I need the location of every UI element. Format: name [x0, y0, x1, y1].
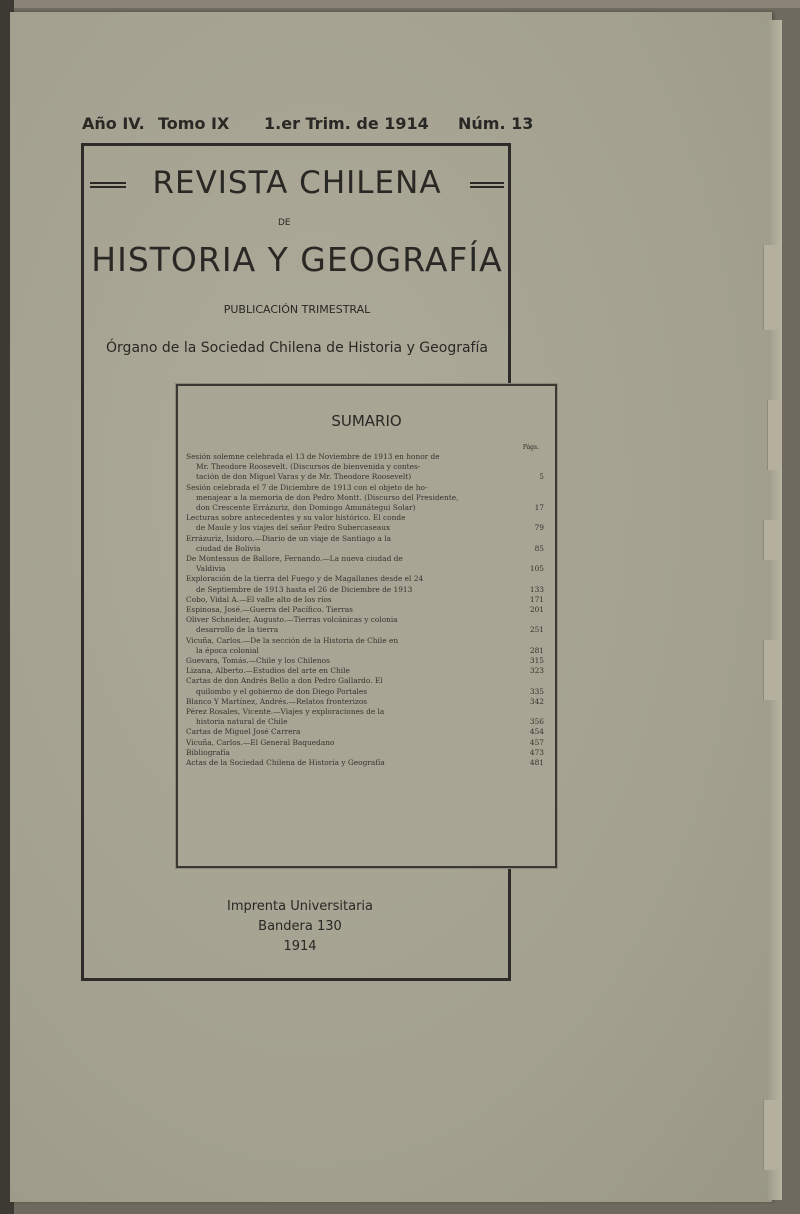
- toc-entry: [186, 727, 544, 737]
- toc-entry: [186, 534, 544, 554]
- toc-entry-page: 5: [539, 472, 544, 482]
- sumario-title: SUMARIO: [331, 412, 402, 430]
- title-de: DE: [278, 218, 291, 228]
- edge-tab: [763, 520, 778, 560]
- publication-year: 1914: [283, 939, 317, 954]
- printer-address: Bandera 130: [258, 919, 342, 934]
- toc-entry: [186, 595, 544, 605]
- journal-title: REVISTA CHILENA: [152, 165, 442, 201]
- toc-entry-page: 335: [529, 686, 544, 696]
- edge-tab: [763, 245, 778, 330]
- volume-year: Año IV.: [82, 114, 145, 133]
- toc-entry-continuation: de Septiembre de 1913 hasta el 26 de Diciembre de 1913: [196, 584, 413, 594]
- toc-entry-page: 481: [529, 758, 544, 768]
- toc-entry-title: Espinosa, José.—Guerra del Pacífico. Tierras: [186, 605, 353, 615]
- toc-entry-page: 133: [529, 584, 544, 594]
- page-edge: [768, 20, 782, 1200]
- toc-entry-title: Actas de la Sociedad Chilena de Historia y Geografía: [186, 758, 385, 768]
- toc-entry-continuation: menajear a la memoria de don Pedro Montt. (Discurso del Presidente,: [196, 492, 459, 502]
- toc-entry: [186, 656, 544, 666]
- edge-tab: [763, 640, 778, 700]
- publication-frequency: PUBLICACIÓN TRIMESTRAL: [223, 303, 371, 316]
- sumario-box: [176, 384, 557, 868]
- toc-entry: [186, 605, 544, 615]
- trimester: 1.er Trim. de 1914: [264, 114, 429, 133]
- toc-entry-title: Exploración de la tierra del Fuego y de Magallanes desde el 24: [186, 574, 424, 584]
- toc-entry: [186, 615, 544, 635]
- toc-entry-page: 356: [529, 717, 544, 727]
- toc-entry-title: De Montessus de Ballore, Fernando.—La nueva ciudad de: [186, 554, 403, 564]
- toc-entry-title: Guevara, Tomás.—Chile y los Chilenos: [186, 656, 330, 666]
- society-line: Órgano de la Sociedad Chilena de Historia y Geografía: [106, 340, 488, 356]
- toc-entry-page: 323: [529, 666, 544, 676]
- toc-entry-title: Cartas de don Andrés Bello a don Pedro Gallardo. El: [186, 676, 383, 686]
- toc-entry: [186, 697, 544, 707]
- toc-entry: [186, 738, 544, 748]
- toc-entry: [186, 554, 544, 574]
- toc-entry-continuation: quilombo y el gobierno de don Diego Portales: [196, 686, 368, 696]
- toc-entry: [186, 513, 544, 533]
- toc-entry-title: Sesión solemne celebrada el 13 de Noviembre de 1913 en honor de: [186, 452, 440, 461]
- toc-entry-page: 201: [529, 605, 544, 615]
- toc-entry-page: 473: [529, 747, 544, 757]
- toc-entry-page: 251: [529, 625, 544, 635]
- toc-entry-continuation: tación de don Miguel Varas y de Mr. Theodore Roosevelt): [196, 472, 412, 482]
- toc-entry: [186, 748, 544, 758]
- toc-entry-page: 79: [534, 523, 544, 533]
- toc-entry: [186, 483, 544, 514]
- toc-entry-continuation: desarrollo de la tierra: [196, 625, 279, 635]
- toc-entry: [186, 636, 544, 656]
- toc-entry-title: Lecturas sobre antecedentes y su valor histórico. El conde: [186, 513, 406, 523]
- toc-entry: [186, 666, 544, 676]
- toc-entry-page: 454: [529, 727, 544, 737]
- toc-entry-title: Cobo, Vidal A.—El valle alto de los ríos: [186, 594, 332, 604]
- imprint: [200, 897, 400, 957]
- toc-entry-title: Vicuña, Carlos.—El General Baquedano: [186, 737, 335, 747]
- journal-title-line: [84, 163, 510, 207]
- toc-entry-title: Errázuriz, Isidoro.—Diario de un viaje de Santiago a la: [186, 533, 392, 543]
- toc-entry-page: 17: [534, 503, 544, 513]
- toc-entry-title: Blanco Y Martínez, Andrés.—Relatos fronterizos: [186, 696, 368, 706]
- toc-entry-title: Lizana, Alberto.—Estudios del arte en Chile: [186, 666, 350, 676]
- issue-number: Núm. 13: [458, 114, 534, 133]
- printer-name: Imprenta Universitaria: [226, 899, 373, 914]
- toc-entry-page: 315: [529, 656, 544, 666]
- toc-entry: [186, 676, 544, 696]
- toc-entry-title: Pérez Rosales, Vicente.—Viajes y exploraciones de la: [186, 707, 385, 717]
- toc-entry-page: 171: [529, 594, 544, 604]
- toc-entry-title: Oliver Schneider, Augusto.—Tierras volcánicas y colonia: [186, 615, 398, 625]
- toc-entry: [186, 574, 544, 594]
- toc-entry-continuation: de Maule y los viajes del señor Pedro Subercaseaux: [196, 523, 391, 533]
- toc-entry-title: Bibliografía: [186, 747, 230, 757]
- edge-tab: [767, 400, 782, 470]
- toc-entry-continuation: la época colonial: [196, 645, 259, 655]
- toc-entry: [186, 758, 544, 768]
- toc-entry-continuation: Valdivia: [196, 564, 226, 574]
- toc-entry-page: 281: [529, 645, 544, 655]
- toc-entry-title: Sesión celebrada el 7 de Diciembre de 1913 con el objeto de ho-: [186, 482, 428, 492]
- toc-entry-continuation: ciudad de Bolivia: [196, 543, 261, 553]
- toc-entry-continuation: Mr. Theodore Roosevelt. (Discursos de bienvenida y contes-: [196, 462, 421, 472]
- toc-entry-page: 105: [529, 564, 544, 574]
- toc-entry-page: 342: [529, 696, 544, 706]
- toc-entry: [186, 707, 544, 727]
- toc-entry-continuation: historia natural de Chile: [196, 717, 288, 727]
- toc-entry-continuation: don Crescente Errázuriz, don Domingo Amunátegui Solar): [196, 503, 416, 513]
- issue-header: [82, 114, 534, 138]
- pages-label: Págs.: [522, 444, 539, 451]
- scan-background-top: [0, 0, 800, 8]
- journal-subtitle: HISTORIA Y GEOGRAFÍA: [91, 240, 503, 279]
- toc-entry-page: 457: [529, 737, 544, 747]
- edge-tab: [763, 1100, 778, 1170]
- table-of-contents: [186, 452, 544, 768]
- toc-entry-title: Cartas de Miguel José Carrera: [186, 727, 301, 737]
- toc-entry-page: 85: [534, 543, 544, 553]
- toc-entry: [186, 452, 544, 483]
- volume-tomo: Tomo IX: [158, 114, 230, 133]
- toc-entry-title: Vicuña, Carlos.—De la sección de la Historia de Chile en: [186, 635, 399, 645]
